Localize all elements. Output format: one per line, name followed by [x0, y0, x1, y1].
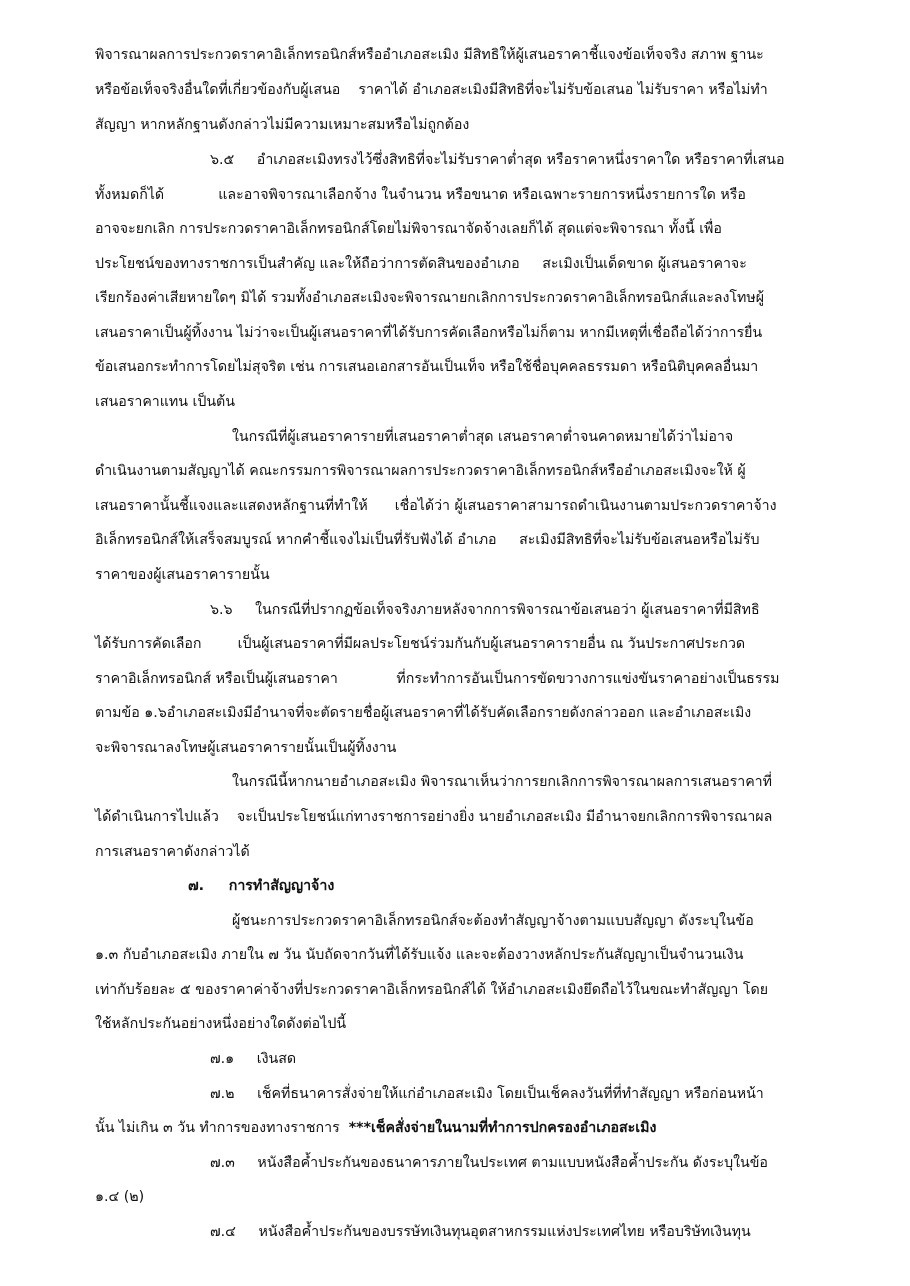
- paragraph-line: ๑.๔ (๒): [95, 1189, 145, 1205]
- paragraph-line: เท่ากับร้อยละ ๕ ของราคาค่าจ้างที่ประกวดราคาอิเล็กทรอนิกส์ได้ ให้อำเภอสะเมิงยึดถือไว้ในขณะทำสัญญา โดย: [95, 982, 769, 998]
- paragraph-line: เสนอราคาแทน เป็นต้น: [95, 394, 235, 410]
- paragraph-line: ได้รับการคัดเลือก เป็นผู้เสนอราคาที่มีผลประโยชน์ร่วมกันกับผู้เสนอราคารายอื่น ณ วันประกาศประกวด: [95, 636, 746, 652]
- paragraph-line: พิจารณาผลการประกวดราคาอิเล็กทรอนิกส์หรืออำเภอสะเมิง มีสิทธิให้ผู้เสนอราคาชี้แจงข้อเท็จจริง สภาพ ฐานะ: [95, 47, 764, 63]
- paragraph-line: ทั้งหมดก็ได้ และอาจพิจารณาเลือกจ้าง ในจำนวน หรือขนาด หรือเฉพาะรายการหนึ่งรายการใด หรือ: [95, 187, 746, 203]
- paragraph-line: ๑.๓ กับอำเภอสะเมิง ภายใน ๗ วัน นับถัดจากวันที่ได้รับแจ้ง และจะต้องวางหลักประกันสัญญาเป็นจำนวนเงิน: [95, 947, 744, 963]
- paragraph-line: อาจจะยกเลิก การประกวดราคาอิเล็กทรอนิกส์โดยไม่พิจารณาจัดจ้างเลยก็ได้ สุดแต่จะพิจารณา ทั้งนี้ เพื่อ: [95, 221, 722, 237]
- paragraph-line: อิเล็กทรอนิกส์ให้เสร็จสมบูรณ์ หากคำชี้แจงไม่เป็นที่รับฟังได้ อำเภอ สะเมิงมีสิทธิที่จะไม่รับข้อเสนอหรือไม่รับ: [95, 532, 760, 548]
- paragraph-line: ในกรณีนี้หากนายอำเภอสะเมิง พิจารณาเห็นว่าการยกเลิกการพิจารณาผลการเสนอราคาที่: [232, 774, 773, 790]
- paragraph-line: [95, 1118, 656, 1138]
- clause-7-4-line: ๗.๔ หนังสือค้ำประกันของบรรษัทเงินทุนอุตสาหกรรมแห่งประเทศไทย หรือบริษัทเงินทุน: [210, 1224, 751, 1240]
- paragraph-line: เสนอราคานั้นชี้แจงและแสดงหลักฐานที่ทำให้ เชื่อได้ว่า ผู้เสนอราคาสามารถดำเนินงานตามประกวดราคาจ้าง: [95, 498, 777, 514]
- paragraph-line: หรือข้อเท็จจริงอื่นใดที่เกี่ยวข้องกับผู้เสนอ ราคาได้ อำเภอสะเมิงมีสิทธิที่จะไม่รับข้อเสนอ ไม่รับราคา หรือไม่ทำ: [95, 82, 768, 98]
- paragraph-line: ราคาอิเล็กทรอนิกส์ หรือเป็นผู้เสนอราคา ที่กระทำการอันเป็นการขัดขวางการแข่งขันราคาอย่างเป็นธรรม: [95, 671, 780, 687]
- paragraph-line: สัญญา หากหลักฐานดังกล่าวไม่มีความเหมาะสมหรือไม่ถูกต้อง: [95, 117, 470, 133]
- paragraph-line: เรียกร้องค่าเสียหายใดๆ มิได้ รวมทั้งอำเภอสะเมิงจะพิจารณายกเลิกการประกวดราคาอิเล็กทรอนิกส์และลงโทษผู้: [95, 290, 765, 306]
- clause-7-2-line: ๗.๒ เช็คที่ธนาคารสั่งจ่ายให้แก่อำเภอสะเมิง โดยเป็นเช็คลงวันที่ที่ทำสัญญา หรือก่อนหน้า: [210, 1086, 764, 1102]
- paragraph-line: ใช้หลักประกันอย่างหนึ่งอย่างใดดังต่อไปนี้: [95, 1016, 347, 1032]
- paragraph-line: ผู้ชนะการประกวดราคาอิเล็กทรอนิกส์จะต้องทำสัญญาจ้างตามแบบสัญญา ดังระบุในข้อ: [232, 913, 754, 929]
- paragraph-line: การเสนอราคาดังกล่าวได้: [95, 844, 250, 860]
- paragraph-line: จะพิจารณาลงโทษผู้เสนอราคารายนั้นเป็นผู้ทิ้งงาน: [95, 740, 397, 756]
- cheque-payee-note: ***เช็คสั่งจ่ายในนามที่ทำการปกครองอำเภอสะเมิง: [348, 1120, 657, 1136]
- paragraph-line: ในกรณีที่ผู้เสนอราคารายที่เสนอราคาต่ำสุด เสนอราคาต่ำจนคาดหมายได้ว่าไม่อาจ: [232, 429, 734, 445]
- section-7-heading: ๗. การทำสัญญาจ้าง: [188, 878, 335, 894]
- paragraph-line: ข้อเสนอกระทำการโดยไม่สุจริต เช่น การเสนอเอกสารอันเป็นเท็จ หรือใช้ชื่อบุคคลธรรมดา หรือนิติบุคคลอื่นมา: [95, 359, 759, 375]
- paragraph-line: ประโยชน์ของทางราชการเป็นสำคัญ และให้ถือว่าการตัดสินของอำเภอ สะเมิงเป็นเด็ดขาด ผู้เสนอราคาจะ: [95, 256, 747, 272]
- paragraph-line: ดำเนินงานตามสัญญาได้ คณะกรรมการพิจารณาผลการประกวดราคาอิเล็กทรอนิกส์หรืออำเภอสะเมิงจะให้ ผู้: [95, 463, 746, 479]
- paragraph-text: นั้น ไม่เกิน ๓ วัน ทำการของทางราชการ: [95, 1120, 349, 1136]
- clause-6-5-line: ๖.๕ อำเภอสะเมิงทรงไว้ซึ่งสิทธิที่จะไม่รับราคาต่ำสุด หรือราคาหนึ่งราคาใด หรือราคาที่เสนอ: [210, 152, 785, 168]
- clause-7-3-line: ๗.๓ หนังสือค้ำประกันของธนาคารภายในประเทศ ตามแบบหนังสือค้ำประกัน ดังระบุในข้อ: [210, 1155, 768, 1171]
- clause-6-6-line: ๖.๖ ในกรณีที่ปรากฏข้อเท็จจริงภายหลังจากการพิจารณาข้อเสนอว่า ผู้เสนอราคาที่มีสิทธิ: [210, 602, 760, 618]
- paragraph-line: ราคาของผู้เสนอราคารายนั้น: [95, 567, 270, 583]
- paragraph-line: ได้ดำเนินการไปแล้ว จะเป็นประโยชน์แก่ทางราชการอย่างยิ่ง นายอำเภอสะเมิง มีอำนาจยกเลิกการพิจารณาผล: [95, 809, 773, 825]
- paragraph-line: เสนอราคาเป็นผู้ทิ้งงาน ไม่ว่าจะเป็นผู้เสนอราคาที่ได้รับการคัดเลือกหรือไม่ก็ตาม หากมีเหตุที่เชื่อถือได้ว่าการยื่น: [95, 325, 763, 341]
- clause-7-1-line: ๗.๑ เงินสด: [210, 1051, 297, 1067]
- paragraph-line: ตามข้อ ๑.๖อำเภอสะเมิงมีอำนาจที่จะตัดรายชื่อผู้เสนอราคาที่ได้รับคัดเลือกรายดังกล่าวออก และอำเภอสะเมิง: [95, 705, 752, 721]
